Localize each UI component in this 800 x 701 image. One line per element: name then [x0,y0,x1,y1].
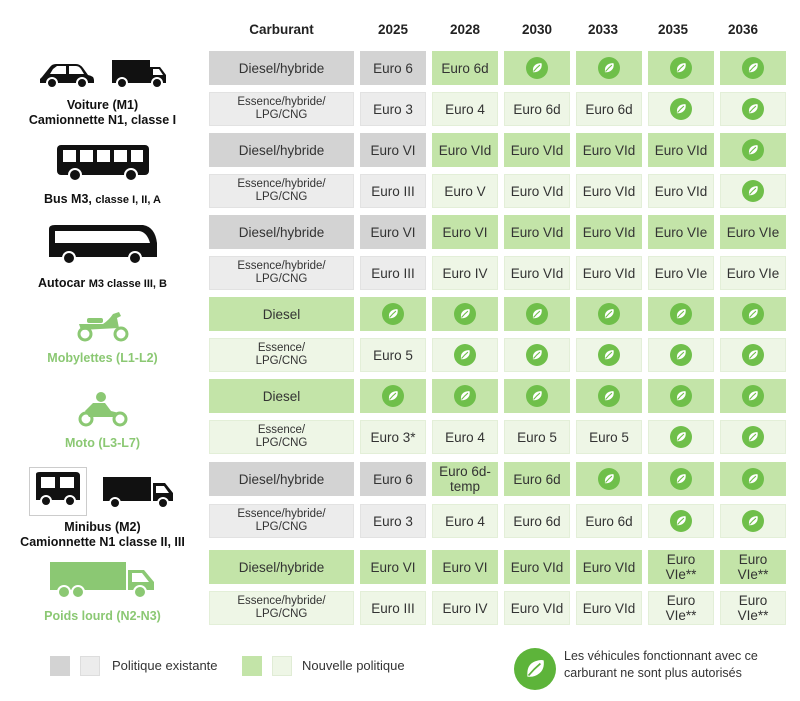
norm-cell: Euro VId [648,133,714,167]
fuel-cell: Diesel/hybride [209,133,354,167]
norm-cell: Euro VIe** [720,591,786,625]
leaf-icon [382,385,404,407]
leaf-icon [742,57,764,79]
table-row [209,338,786,372]
norm-cell: Euro 6 [360,51,426,85]
leaf-icon [598,385,620,407]
fuel-cell: Essence/hybride/ LPG/CNG [209,591,354,625]
fuel-cell: Diesel/hybride [209,462,354,496]
fuel-cell: Diesel/hybride [209,51,354,85]
legend-note: Les véhicules fonctionnant avec ce carburant ne sont plus autorisés [564,649,758,680]
banned-leaf-cell [720,92,786,126]
leaf-icon [526,57,548,79]
norm-cell: Euro VIe** [648,550,714,584]
banned-leaf-cell [360,297,426,331]
norm-cell: Euro VI [432,215,498,249]
fuel-cell: Diesel/hybride [209,215,354,249]
norm-cell: Euro VI [360,550,426,584]
fuel-cell: Essence/hybride/ LPG/CNG [209,92,354,126]
leaf-icon [382,303,404,325]
banned-leaf-icon [514,648,556,690]
leaf-icon [742,468,764,490]
leaf-icon [670,385,692,407]
fuel-cell: Essence/hybride/ LPG/CNG [209,256,354,290]
banned-leaf-cell [576,297,642,331]
vehicle-label: Autocar M3 classe III, B [38,275,167,290]
norm-cell: Euro VI [432,550,498,584]
norm-cell: Euro 3* [360,420,426,454]
vehicle-label: Bus M3, classe I, II, A [43,191,162,206]
norm-cell: Euro VId [504,215,570,249]
norm-cell: Euro VIe [720,256,786,290]
norm-cell: Euro 4 [432,504,498,538]
leaf-icon [742,303,764,325]
leaf-icon [670,98,692,120]
norm-cell: Euro VId [504,550,570,584]
fuel-cell: Essence/ LPG/CNG [209,338,354,372]
banned-leaf-cell [648,51,714,85]
table-row [209,51,786,85]
vehicle-label: Poids lourd (N2-N3) [44,609,161,623]
norm-cell: Euro VId [576,550,642,584]
vehicle-mobylettes [0,302,205,372]
leaf-icon [670,57,692,79]
norm-cell: Euro 6d [504,504,570,538]
header-year: 2035 [657,21,689,37]
banned-leaf-cell [576,462,642,496]
banned-leaf-cell [648,338,714,372]
banned-leaf-cell [648,420,714,454]
norm-cell: Euro 6d- temp [432,462,498,496]
norm-cell: Euro III [360,256,426,290]
table-row [209,591,786,625]
legend [0,648,800,698]
leaf-icon [742,139,764,161]
table-row [209,92,786,126]
banned-leaf-cell [720,462,786,496]
vehicle-voiture [0,52,205,132]
banned-leaf-cell [432,297,498,331]
norm-cell: Euro 6d [576,504,642,538]
legend-swatch-existing-light [80,656,100,676]
leaf-icon [598,57,620,79]
banned-leaf-cell [576,379,642,413]
banned-leaf-cell [720,338,786,372]
vehicle-poids-lourd [0,556,205,628]
banned-leaf-cell [504,338,570,372]
banned-leaf-cell [720,51,786,85]
car-icon [38,59,96,94]
norm-cell: Euro 6d [504,92,570,126]
norm-cell: Euro VI [360,133,426,167]
fuel-cell: Diesel [209,379,354,413]
vehicle-minibus [0,462,205,554]
legend-existing-label: Politique existante [112,658,218,673]
vehicle-bus [0,136,205,214]
legend-swatch-new-dark [242,656,262,676]
banned-leaf-cell [720,504,786,538]
banned-leaf-cell [720,420,786,454]
vehicle-label: Minibus (M2) Camionnette N1 classe II, III [20,519,185,549]
banned-leaf-cell [720,297,786,331]
leaf-icon [598,468,620,490]
norm-cell: Euro 3 [360,504,426,538]
banned-leaf-cell [432,338,498,372]
norm-cell: Euro VIe** [648,591,714,625]
table-row [209,420,786,454]
norm-cell: Euro IV [432,256,498,290]
banned-leaf-cell [648,504,714,538]
leaf-icon [454,385,476,407]
table-row [209,215,786,249]
motorcycle-icon [75,391,131,432]
norm-cell: Euro 6d [576,92,642,126]
norm-cell: Euro VId [504,256,570,290]
leaf-icon [526,385,548,407]
norm-cell: Euro VId [576,215,642,249]
coach-icon [47,223,159,272]
header-fuel: Carburant [249,21,314,37]
banned-leaf-cell [648,297,714,331]
leaf-icon [742,98,764,120]
norm-cell: Euro VId [576,591,642,625]
legend-swatch-new-light [272,656,292,676]
norm-cell: Euro VIe [648,215,714,249]
norm-cell: Euro VIe [648,256,714,290]
table-row [209,379,786,413]
norm-cell: Euro V [432,174,498,208]
banned-leaf-cell [504,51,570,85]
leaf-icon [742,344,764,366]
moped-icon [73,308,133,347]
leaf-icon [526,303,548,325]
norm-cell: Euro 4 [432,420,498,454]
leaf-icon [670,468,692,490]
bus-icon [55,143,151,188]
leaf-icon [598,344,620,366]
leaf-icon [742,426,764,448]
leaf-icon [670,426,692,448]
truck-icon [101,473,177,516]
leaf-icon [454,344,476,366]
leaf-icon [670,510,692,532]
fuel-cell: Essence/hybride/ LPG/CNG [209,504,354,538]
legend-swatch-existing-dark [50,656,70,676]
banned-leaf-cell [576,51,642,85]
norm-cell: Euro 6d [504,462,570,496]
norm-cell: Euro VId [576,133,642,167]
table-row [209,256,786,290]
header-year: 2025 [377,21,409,37]
banned-leaf-cell [720,174,786,208]
norm-cell: Euro VId [504,591,570,625]
header-year: 2030 [521,21,553,37]
lorry-icon [48,560,158,605]
norm-cell: Euro 5 [504,420,570,454]
vehicle-label: Mobylettes (L1-L2) [47,351,158,365]
legend-new-label: Nouvelle politique [302,658,405,673]
norm-cell: Euro VIe [720,215,786,249]
leaf-icon [526,344,548,366]
norm-cell: Euro III [360,174,426,208]
banned-leaf-cell [432,379,498,413]
norm-cell: Euro III [360,591,426,625]
fuel-cell: Diesel [209,297,354,331]
banned-leaf-cell [504,297,570,331]
banned-leaf-cell [648,462,714,496]
table-row [209,297,786,331]
banned-leaf-cell [360,379,426,413]
table-row [209,133,786,167]
norm-cell: Euro VId [504,174,570,208]
van-icon [110,57,168,94]
table-row [209,504,786,538]
vehicle-autocar [0,218,205,296]
vehicle-moto [0,386,205,456]
banned-leaf-cell [504,379,570,413]
norm-cell: Euro 6 [360,462,426,496]
norm-cell: Euro 3 [360,92,426,126]
norm-cell: Euro VId [432,133,498,167]
norm-cell: Euro IV [432,591,498,625]
norm-cell: Euro VId [576,256,642,290]
norm-cell: Euro 5 [576,420,642,454]
norm-cell: Euro 4 [432,92,498,126]
header-year: 2036 [727,21,759,37]
vehicle-label: Voiture (M1) Camionnette N1, classe I [28,97,177,127]
minibus-icon [29,467,87,516]
leaf-icon [670,303,692,325]
fuel-cell: Essence/ LPG/CNG [209,420,354,454]
norm-cell: Euro VId [504,133,570,167]
banned-leaf-cell [576,338,642,372]
norm-cell: Euro VId [576,174,642,208]
norm-cell: Euro 5 [360,338,426,372]
fuel-cell: Diesel/hybride [209,550,354,584]
banned-leaf-cell [720,133,786,167]
table-row [209,174,786,208]
table-row [209,462,786,496]
header-year: 2028 [449,21,481,37]
banned-leaf-cell [648,379,714,413]
header-year: 2033 [587,21,619,37]
table-row [209,550,786,584]
leaf-icon [742,510,764,532]
banned-leaf-cell [648,92,714,126]
leaf-icon [742,385,764,407]
norm-cell: Euro VI [360,215,426,249]
norm-cell: Euro VIe** [720,550,786,584]
fuel-cell: Essence/hybride/ LPG/CNG [209,174,354,208]
leaf-icon [454,303,476,325]
norm-cell: Euro VId [648,174,714,208]
vehicle-label: Moto (L3-L7) [65,436,140,450]
leaf-icon [742,180,764,202]
norm-cell: Euro 6d [432,51,498,85]
leaf-icon [670,344,692,366]
leaf-icon [598,303,620,325]
banned-leaf-cell [720,379,786,413]
